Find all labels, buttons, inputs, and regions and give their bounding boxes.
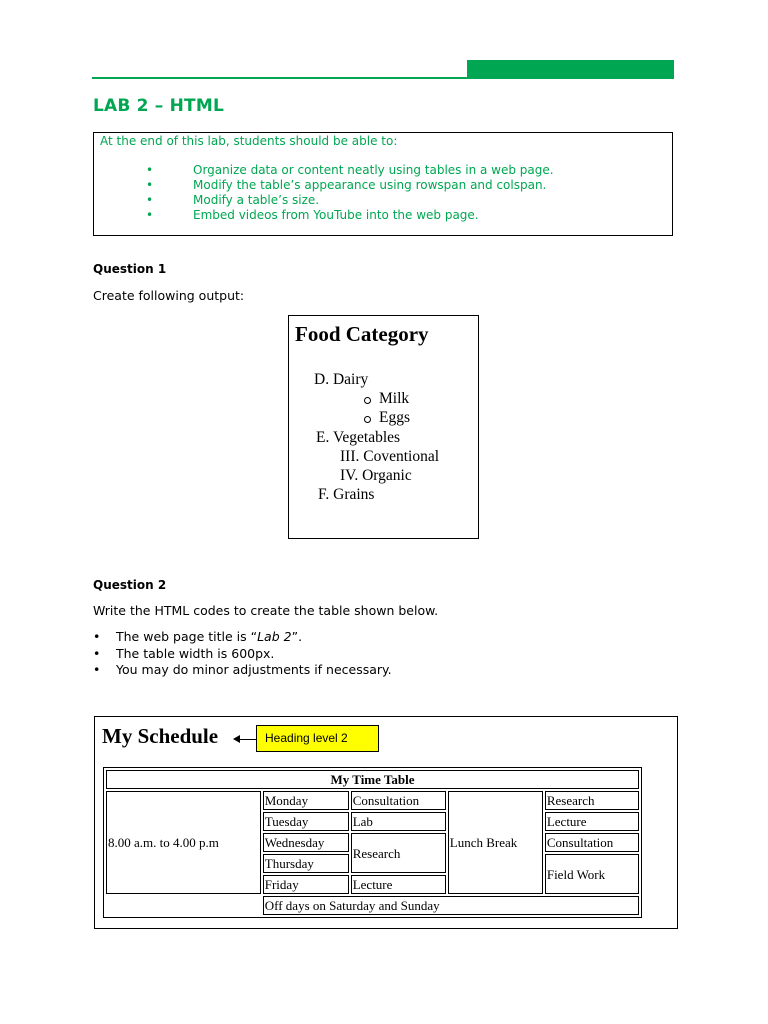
table-cell: Tuesday xyxy=(263,812,349,831)
table-cell: Thursday xyxy=(263,854,349,873)
bullet-icon: • xyxy=(93,645,101,661)
table-cell-blank xyxy=(106,896,261,915)
table-row xyxy=(106,770,639,789)
table-cell: Field Work xyxy=(545,854,639,894)
question1-text: Create following output: xyxy=(93,288,245,303)
bullet-icon: • xyxy=(146,208,154,222)
header-rule xyxy=(92,77,467,79)
arrow-line xyxy=(238,739,256,740)
table-cell-time: 8.00 a.m. to 4.00 p.m xyxy=(106,791,261,894)
list-item-milk: Milk xyxy=(379,390,410,407)
objectives-box: At the end of this lab, students should be able to: • Organize data or content neatly using tables in a web page. • Modify the table’s appearance using rowspan and colspan. • Modify a table’s size. • Embed videos from YouTube into the web page. xyxy=(93,132,673,236)
table-cell: Consultation xyxy=(351,791,446,810)
table-cell: Lecture xyxy=(351,875,446,894)
table-cell: Wednesday xyxy=(263,833,349,852)
bullet-icon: • xyxy=(146,193,154,207)
table-cell: Friday xyxy=(263,875,349,894)
bullet-icon: • xyxy=(146,163,154,177)
bullet-icon: • xyxy=(93,629,101,644)
table-cell: Research xyxy=(545,791,639,810)
table-cell-footer: Off days on Saturday and Sunday xyxy=(263,896,639,915)
list-item-vegetables: E. Vegetables xyxy=(316,429,401,446)
schedule-heading: My Schedule xyxy=(102,724,219,748)
question2-text: Write the HTML codes to create the table shown below. xyxy=(93,603,439,618)
table-cell: Lab xyxy=(351,812,446,831)
heading-level-callout: Heading level 2 xyxy=(256,725,379,752)
bullet-icon: • xyxy=(146,178,154,192)
table-cell: Research xyxy=(351,833,446,873)
food-category-figure xyxy=(288,315,479,539)
objectives-intro: At the end of this lab, students should be able to: xyxy=(100,134,398,148)
header-green-block xyxy=(467,60,674,79)
question1-heading: Question 1 xyxy=(93,262,167,276)
table-cell: Lecture xyxy=(545,812,639,831)
table-cell: Consultation xyxy=(545,833,639,852)
list-item-eggs: Eggs xyxy=(379,409,410,426)
circle-bullet-icon xyxy=(364,397,371,404)
table-cell-lunch: Lunch Break xyxy=(448,791,543,894)
question2-heading: Question 2 xyxy=(93,578,167,592)
table-row xyxy=(106,896,639,915)
table-cell: Monday xyxy=(263,791,349,810)
circle-bullet-icon xyxy=(364,416,371,423)
schedule-figure xyxy=(94,716,678,929)
table-row xyxy=(106,791,639,810)
time-table xyxy=(103,767,642,918)
list-item-conventional: III. Coventional xyxy=(340,448,440,465)
list-item-grains: F. Grains xyxy=(318,486,375,503)
lab-title: LAB 2 – HTML xyxy=(93,96,225,116)
list-item-organic: IV. Organic xyxy=(340,467,412,484)
food-category-title: Food Category xyxy=(295,322,429,346)
table-caption: My Time Table xyxy=(106,770,639,789)
bullet-icon: • xyxy=(93,662,101,677)
list-item-dairy: D. Dairy xyxy=(314,371,369,388)
